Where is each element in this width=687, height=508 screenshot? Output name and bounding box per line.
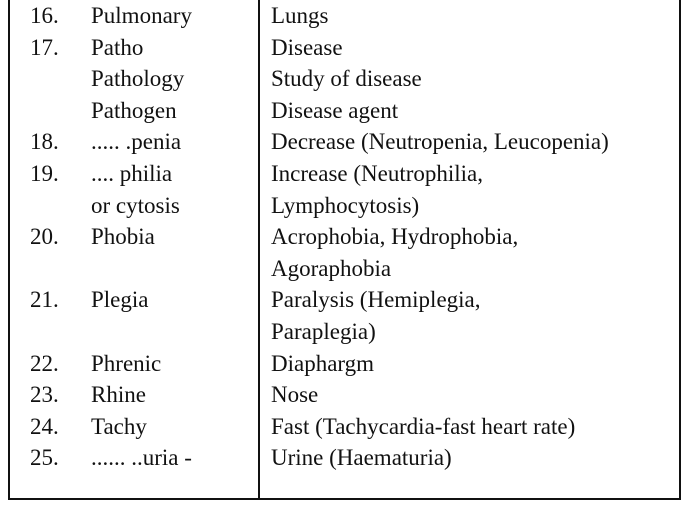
row-number: 20. [30,224,59,250]
table-row-line [0,126,687,158]
meaning-cell: Nose [271,382,319,408]
term-cell: .... philia [91,160,173,186]
table-row-line [0,442,687,474]
table-row-line [0,284,687,316]
term-cell: Pathology [91,66,185,92]
meaning-cell: Disease [271,34,343,60]
row-number: 22. [30,350,59,376]
table-row-line [0,348,687,380]
meaning-cell: Fast (Tachycardia-fast heart rate) [271,413,576,439]
row-number: 17. [30,34,59,60]
table-row [0,284,687,347]
row-number: 19. [30,160,59,186]
table-row [0,32,687,127]
table-row-line [0,32,687,64]
term-cell: Phobia [91,224,155,250]
table-row-line [0,253,687,285]
meaning-cell: Increase (Neutrophilia, [271,160,484,186]
meaning-cell: Study of disease [271,66,422,92]
table-row-line [0,158,687,190]
meaning-cell: Paralysis (Hemiplegia, [271,287,481,313]
table-row-line [0,316,687,348]
term-cell: ..... .penia [91,129,182,155]
term-cell: Patho [91,34,144,60]
term-cell: Phrenic [91,350,162,376]
meaning-cell: Lungs [271,3,329,28]
table-row-line [0,0,687,32]
term-cell: or cytosis [91,192,180,218]
meaning-cell: Decrease (Neutropenia, Leucopenia) [271,129,609,155]
term-cell: Plegia [91,287,149,313]
table-row [0,379,687,411]
table-row-line [0,63,687,95]
term-cell: Rhine [91,382,146,408]
term-cell: Tachy [91,413,147,439]
term-cell: Pathogen [91,97,177,123]
meaning-cell: Urine (Haematuria) [271,445,452,471]
meaning-cell: Paraplegia) [271,318,376,344]
table-row [0,0,687,32]
term-cell: ...... ..uria - [91,445,192,471]
table-row [0,221,687,284]
table-row [0,411,687,443]
table-row-line [0,221,687,253]
meaning-cell: Acrophobia, Hydrophobia, [271,224,519,250]
table-row [0,126,687,158]
term-cell: Pulmonary [91,3,192,28]
table-row-line [0,411,687,443]
meaning-cell: Lymphocytosis) [271,192,420,218]
row-number: 23. [30,382,59,408]
table-row [0,348,687,380]
row-number: 25. [30,445,59,471]
meaning-cell: Diaphargm [271,350,375,376]
row-number: 21. [30,287,59,313]
row-number: 18. [30,129,59,155]
table-row [0,158,687,221]
row-number: 16. [30,3,59,28]
meaning-cell: Disease agent [271,97,399,123]
row-number: 24. [30,413,59,439]
table-row-line [0,379,687,411]
table-row [0,442,687,474]
table-row-line [0,190,687,222]
table-row-line [0,95,687,127]
meaning-cell: Agoraphobia [271,255,392,281]
